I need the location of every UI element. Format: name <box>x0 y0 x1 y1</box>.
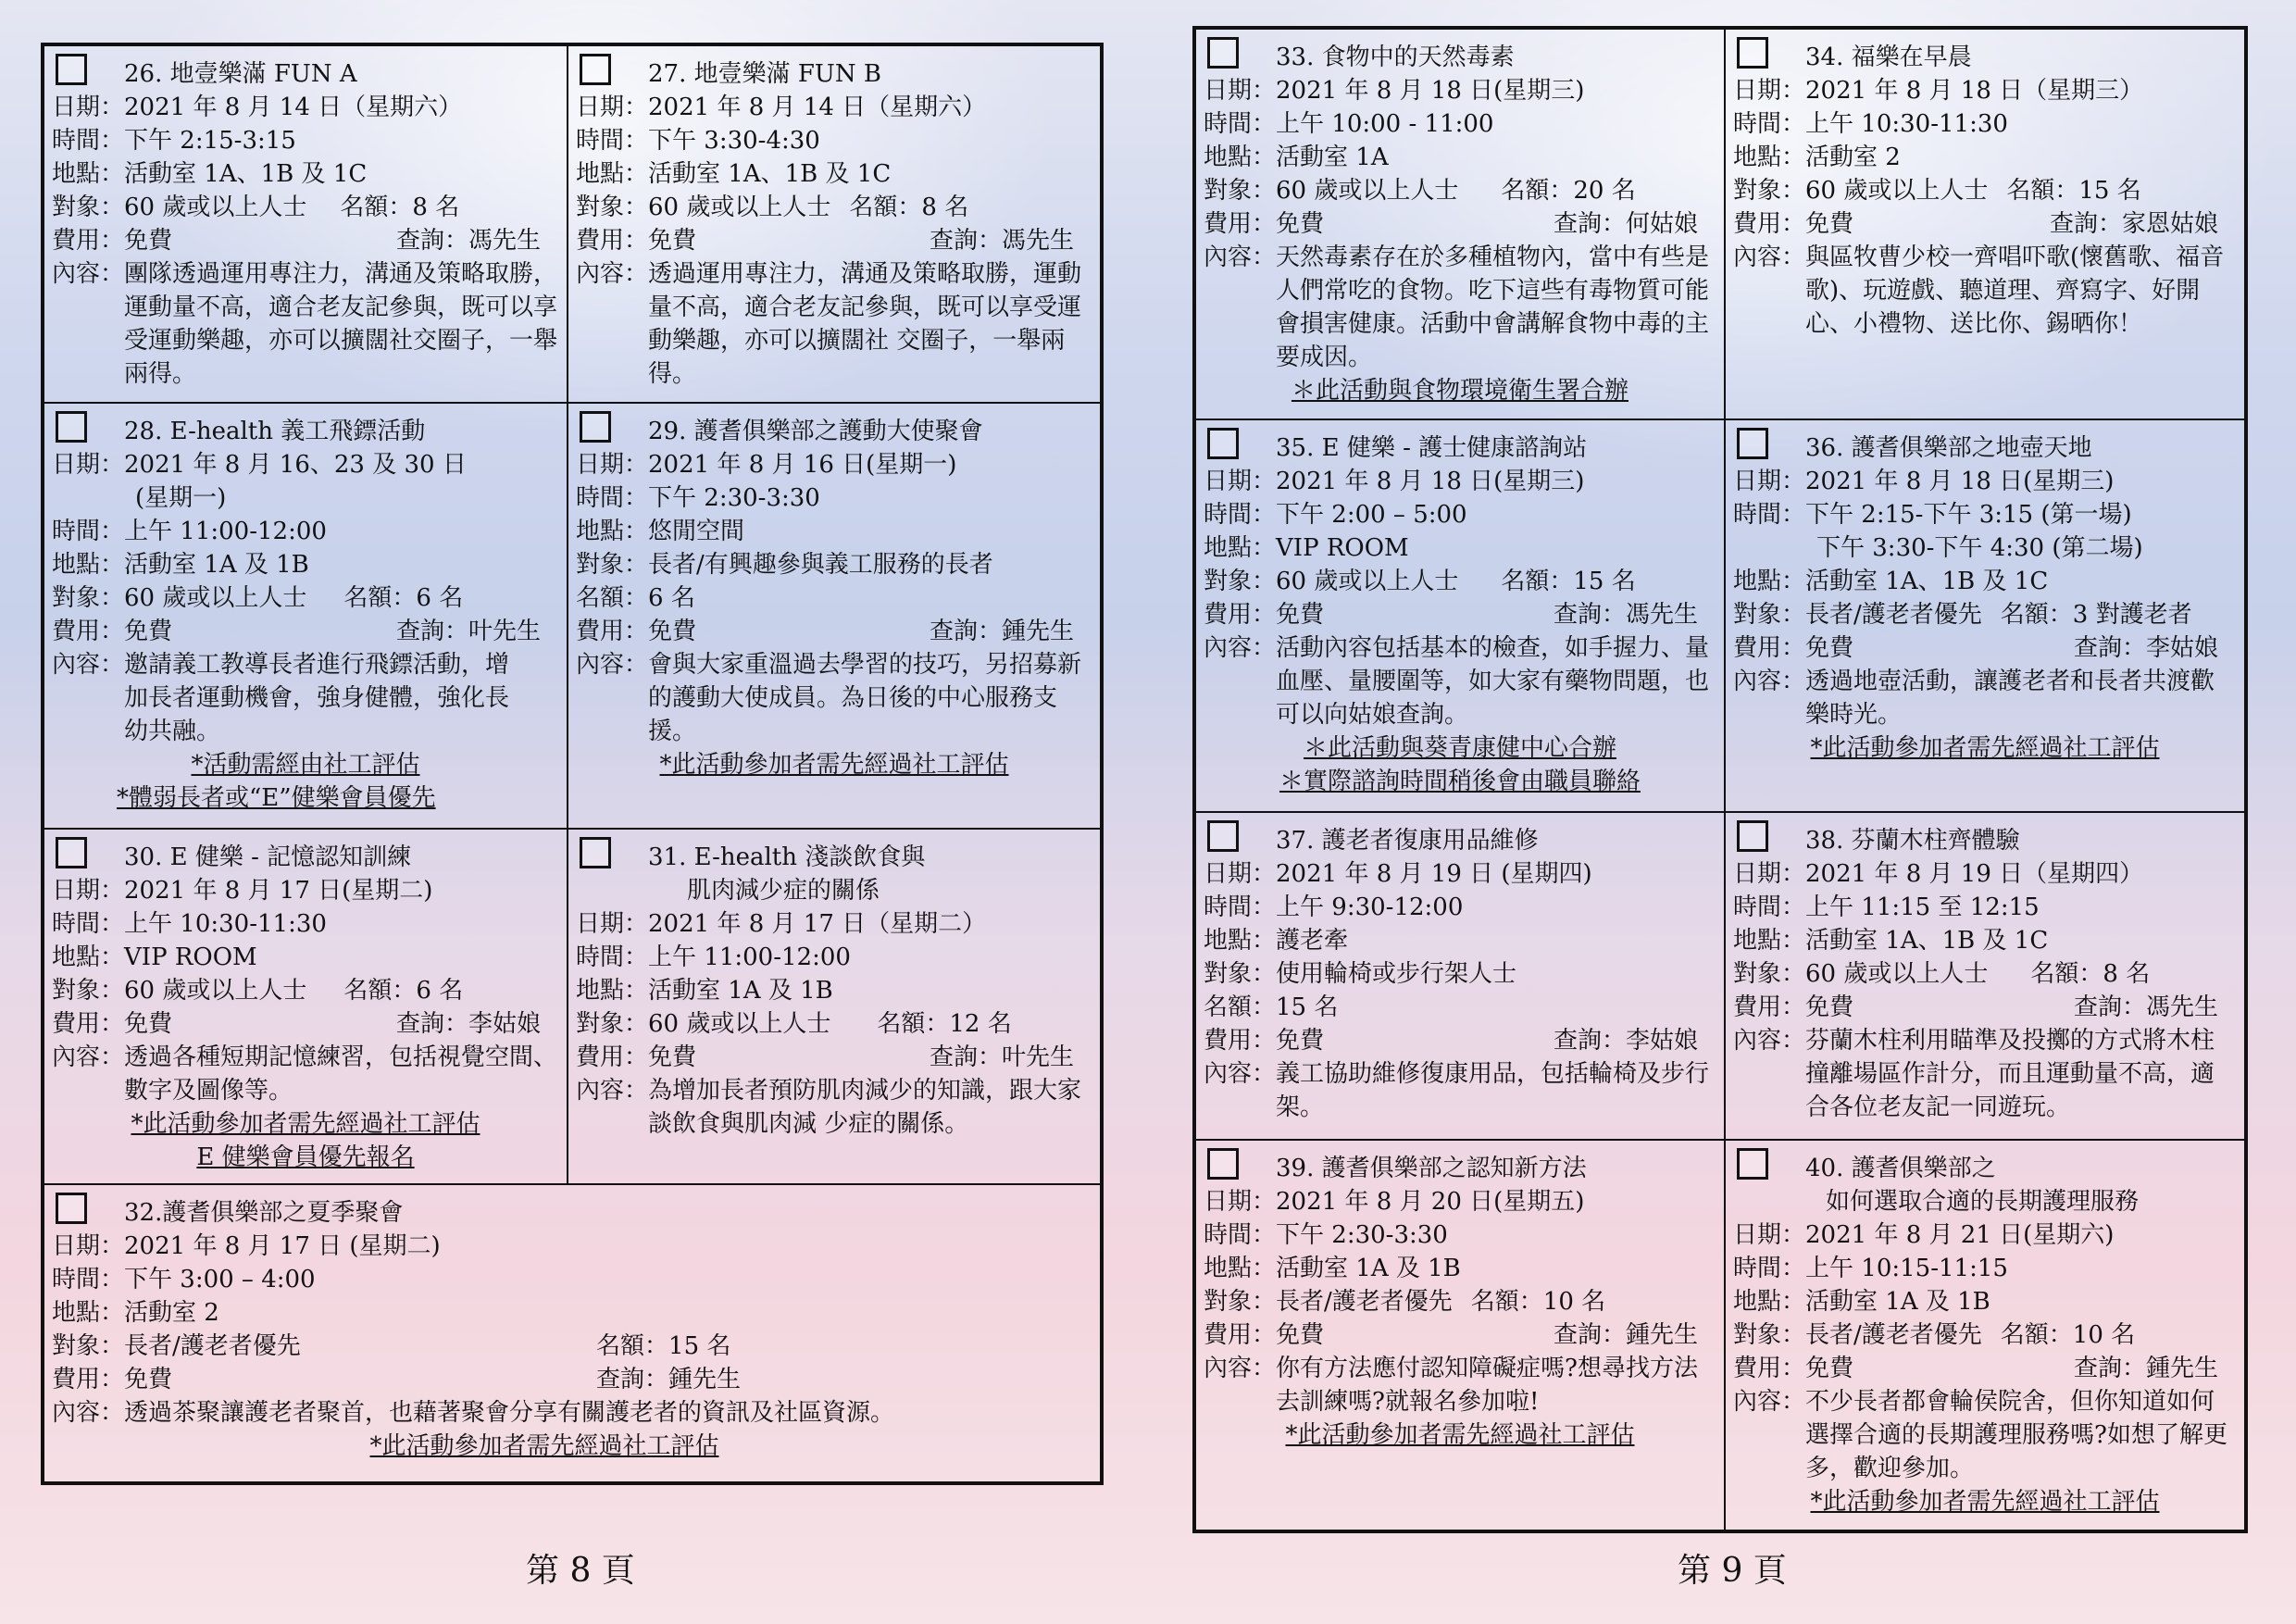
activity-enquiry: 家恩姑娘 <box>2121 210 2218 238</box>
activity-place: 活動室 1A <box>1276 144 1389 171</box>
activity-fee: 免費 <box>648 618 697 645</box>
activity-quota: 6 名 <box>648 584 695 612</box>
activity-title: 38. 芬蘭木柱齊體驗 <box>1805 827 2020 855</box>
activity-content: 不少長者都會輪侯院舍，但你知道如何選擇合適的長期護理服務嗎?如想了解更多，歡迎參加。 <box>1805 1388 2227 1482</box>
checkbox[interactable] <box>56 1193 87 1224</box>
activity-title: 27. 地壹樂滿 FUN B <box>648 60 881 88</box>
activity-content: 透過運用專注力，溝通及策略取勝，運動量不高，適合老友記參與，既可以享受運動樂趣，亦可以擴闊社 交圈子，一舉兩得。 <box>648 260 1082 388</box>
activity-quota: 8 名 <box>921 194 969 221</box>
activity-date: 2021 年 8 月 18 日（星期三） <box>1805 77 2144 105</box>
activity-content: 活動內容包括基本的檢查，如手握力、量血壓、量腰圍等，如大家有藥物問題，也可以向姑娘查詢。 <box>1276 634 1710 729</box>
activity-place: VIP ROOM <box>124 943 257 971</box>
activity-note: ＊此活動與食物環境衛生署合辦 <box>1291 377 1628 405</box>
activity-time-session-2: 下午 3:30-下午 4:30 (第二場) <box>1816 534 2143 562</box>
activity-target: 60 歲或以上人士 <box>1276 568 1459 595</box>
activity-time: 下午 2:30-3:30 <box>1276 1221 1448 1249</box>
activity-enquiry: 馮先生 <box>468 227 541 255</box>
checkbox[interactable] <box>1737 820 1768 852</box>
activity-title: 37. 護老者復康用品維修 <box>1276 827 1539 855</box>
activity-37: 37. 護老者復康用品維修 日期： 2021 年 8 月 19 日 (星期四) 時間： 上午 9:30-12:00 地點： 護老牽 對象： 使用輪椅或步行架人士 名額： 15 名 費用： 免費 查詢：李姑娘 內容： 義工協助維修復康用品，包括輪椅及步行架。 <box>1194 811 1726 1141</box>
activity-time: 上午 10:30-11:30 <box>1805 110 2008 138</box>
checkbox[interactable] <box>1207 37 1239 69</box>
activity-content: 團隊透過運用專注力，溝通及策略取勝，運動量不高，適合老友記參與，既可以享受運動樂趣，亦可以擴闊社交圈子，一舉兩得。 <box>124 260 558 388</box>
activity-note: ＊此活動與葵青康健中心合辦 <box>1303 734 1616 762</box>
activity-quota: 20 名 <box>1573 177 1636 205</box>
activity-title-line-2: 肌肉減少症的關係 <box>687 877 880 905</box>
activity-note: *此活動參加者需先經過社工評估 <box>369 1432 719 1460</box>
activity-quota: 15 名 <box>2078 177 2141 205</box>
activity-title: 26. 地壹樂滿 FUN A <box>124 60 357 88</box>
activity-time: 上午 9:30-12:00 <box>1276 893 1464 921</box>
activity-34: 34. 福樂在早晨 日期： 2021 年 8 月 18 日（星期三） 時間： 上午 10:30-11:30 地點： 活動室 2 對象： 60 歲或以上人士 名額： 15 名 費用： 免費 查詢：家恩姑娘 內容： 與區牧曹少校一齊唱吓歌(懷舊歌、福音歌)、玩遊戲、聽道理、齊寫字、好開心、小禮物、送比你、錫晒你！ <box>1724 28 2246 420</box>
checkbox[interactable] <box>1737 37 1768 69</box>
activity-fee: 免費 <box>648 1043 697 1071</box>
activity-target: 60 歲或以上人士 <box>648 194 831 221</box>
activity-fee: 免費 <box>1276 601 1325 629</box>
activity-date-weekday: (星期一) <box>135 484 227 512</box>
activity-enquiry: 鍾先生 <box>2145 1355 2218 1382</box>
activity-time: 上午 10:00 - 11:00 <box>1276 110 1494 138</box>
activity-target: 長者/護老者優先 <box>1805 601 1982 629</box>
activity-date: 2021 年 8 月 16、23 及 30 日 <box>124 451 467 479</box>
activity-date: 2021 年 8 月 19 日（星期四） <box>1805 860 2144 888</box>
activity-note: *此活動參加者需先經過社工評估 <box>1810 734 2160 762</box>
activity-content: 透過地壺活動，讓護老者和長者共渡歡樂時光。 <box>1805 668 2215 729</box>
activity-place: 活動室 1A、1B 及 1C <box>648 160 892 188</box>
activity-place: 活動室 1A、1B 及 1C <box>1805 927 2049 955</box>
activity-27: 27. 地壹樂滿 FUN B 日期： 2021 年 8 月 14 日（星期六） 時間： 下午 3:30-4:30 地點： 活動室 1A、1B 及 1C 對象： 60 歲或以上人士 名額： 8 名 費用： 免費 查詢：馮先生 內容： 透過運用專注力，溝通及策略取勝，運動量不高，適合老友記參與，既可以享受運動樂趣，亦可以擴闊社 交圈子，一舉兩得。 <box>567 44 1102 404</box>
activity-title: 33. 食物中的天然毒素 <box>1276 44 1515 71</box>
activity-target: 60 歲或以上人士 <box>124 977 307 1005</box>
checkbox[interactable] <box>56 837 87 868</box>
activity-note: *此活動參加者需先經過社工評估 <box>659 751 1009 779</box>
activity-title-line-2: 如何選取合適的長期護理服務 <box>1826 1188 2140 1216</box>
activity-fee: 免費 <box>124 1366 173 1393</box>
activity-target: 長者/護老者優先 <box>1805 1321 1982 1349</box>
activity-fee: 免費 <box>1276 1321 1325 1349</box>
activity-date: 2021 年 8 月 14 日（星期六） <box>124 94 463 121</box>
activity-note: ＊實際諮詢時間稍後會由職員聯絡 <box>1279 768 1641 795</box>
activity-title: 31. E-health 淺談飲食與 <box>648 843 926 871</box>
activity-time: 上午 11:00-12:00 <box>124 518 327 545</box>
activity-place: 悠閒空間 <box>648 518 745 545</box>
activity-note: *體弱長者或“E”健樂會員優先 <box>117 784 436 812</box>
activity-enquiry: 李姑娘 <box>2145 634 2218 662</box>
page-9 <box>1148 0 2296 1624</box>
page-number: 第 8 頁 <box>526 1552 635 1590</box>
activity-enquiry: 鍾先生 <box>1001 618 1074 645</box>
activity-content: 芬蘭木柱利用瞄準及投擲的方式將木柱撞離場區作計分，而且運動量不高，適合各位老友記一同遊玩。 <box>1805 1027 2215 1121</box>
activity-date: 2021 年 8 月 17 日（星期二） <box>648 910 987 938</box>
checkbox[interactable] <box>56 54 87 85</box>
activity-time: 下午 2:00 – 5:00 <box>1276 501 1467 529</box>
activity-place: 活動室 2 <box>1805 144 1901 171</box>
activity-28: 28. E-health 義工飛鏢活動 日期： 2021 年 8 月 16、23 及 30 日 (星期一) 時間： 上午 11:00-12:00 地點： 活動室 1A 及 1B 對象： 60 歲或以上人士 名額： 6 名 費用： 免費 查詢：叶先生 內容： 邀請義工教導長者進行飛鏢活動，增加長者運動機會，強身健體，強化長幼共融。 *活動需經由社工評估 *體弱長者或“E”健樂會員優先 <box>43 402 568 830</box>
activity-quota: 8 名 <box>412 194 460 221</box>
activity-target: 長者/護老者優先 <box>124 1332 301 1360</box>
activity-fee: 免費 <box>124 618 173 645</box>
activity-title: 39. 護耆俱樂部之認知新方法 <box>1276 1155 1587 1182</box>
activity-date: 2021 年 8 月 17 日 (星期二) <box>124 1232 441 1260</box>
activity-39: 39. 護耆俱樂部之認知新方法 日期： 2021 年 8 月 20 日(星期五) 時間： 下午 2:30-3:30 地點： 活動室 1A 及 1B 對象： 長者/護老者優先 名額： 10 名 費用： 免費 查詢：鍾先生 內容： 你有方法應付認知障礙症嗎?想尋找方法去訓練嗎?就報名參加啦! *此活動參加者需先經過社工評估 <box>1194 1139 1726 1531</box>
activity-quota: 15 名 <box>668 1332 731 1360</box>
activity-title: 40. 護耆俱樂部之 <box>1805 1155 1996 1182</box>
activity-time: 下午 2:15-下午 3:15 (第一場) <box>1805 501 2132 529</box>
activity-title: 28. E-health 義工飛鏢活動 <box>124 418 426 445</box>
activity-fee: 免費 <box>1276 1027 1325 1055</box>
checkbox[interactable] <box>1207 1148 1239 1180</box>
activity-quota: 10 名 <box>1542 1288 1606 1316</box>
activity-quota: 8 名 <box>2103 960 2151 988</box>
activity-place: 活動室 1A 及 1B <box>648 977 833 1005</box>
activity-enquiry: 馮先生 <box>2145 993 2218 1021</box>
activity-date: 2021 年 8 月 16 日(星期一) <box>648 451 957 479</box>
activity-33: 33. 食物中的天然毒素 日期： 2021 年 8 月 18 日(星期三) 時間： 上午 10:00 - 11:00 地點： 活動室 1A 對象： 60 歲或以上人士 名額： 20 名 費用： 免費 查詢：何姑娘 內容： 天然毒素存在於多種植物內，當中有些是人們常吃的食物。吃下這些有毒物質可能會損害健康。活動中會講解食物中毒的主要成因。 ＊此活動與食物環境衛生署合辦 <box>1194 28 1726 420</box>
activity-target: 60 歲或以上人士 <box>124 194 307 221</box>
activity-30: 30. E 健樂 - 記憶認知訓練 日期： 2021 年 8 月 17 日(星期二) 時間： 上午 10:30-11:30 地點： VIP ROOM 對象： 60 歲或以上人士 名額： 6 名 費用： 免費 查詢：李姑娘 內容： 透過各種短期記憶練習，包括視覺空間、數字及圖像等。 *此活動參加者需先經過社工評估 E 健樂會員優先報名 <box>43 828 568 1185</box>
activity-35: 35. E 健樂 - 護士健康諮詢站 日期： 2021 年 8 月 18 日(星期三) 時間： 下午 2:00 – 5:00 地點： VIP ROOM 對象： 60 歲或以上人士 名額： 15 名 費用： 免費 查詢：馮先生 內容： 活動內容包括基本的檢查，如手握力、量血壓、量腰圍等，如大家有藥物問題，也可以向姑娘查詢。 ＊此活動與葵青康健中心合辦 ＊實際諮詢時間稍後會由職員聯絡 <box>1194 418 1726 813</box>
activity-title: 30. E 健樂 - 記憶認知訓練 <box>124 843 412 871</box>
checkbox[interactable] <box>1207 820 1239 852</box>
activity-quota: 12 名 <box>949 1010 1012 1038</box>
activity-content: 為增加長者預防肌肉減少的知識，跟大家談飲食與肌肉減 少症的關係。 <box>648 1077 1082 1138</box>
activity-fee: 免費 <box>1805 634 1854 662</box>
activity-target: 60 歲或以上人士 <box>124 584 307 612</box>
activity-time: 上午 10:30-11:30 <box>124 910 327 938</box>
activity-time: 下午 3:00 – 4:00 <box>124 1266 316 1293</box>
activity-time: 上午 10:15-11:15 <box>1805 1255 2008 1282</box>
activity-content: 透過茶聚讓護老者聚首，也藉著聚會分享有關護老者的資訊及社區資源。 <box>124 1399 895 1427</box>
activity-38: 38. 芬蘭木柱齊體驗 日期： 2021 年 8 月 19 日（星期四） 時間： 上午 11:15 至 12:15 地點： 活動室 1A、1B 及 1C 對象： 60 歲或以上人士 名額： 8 名 費用： 免費 查詢：馮先生 內容： 芬蘭木柱利用瞄準及投擲的方式將木柱撞離場區作計分，而且運動量不高，適合各位老友記一同遊玩。 <box>1724 811 2246 1141</box>
activity-place: 活動室 1A、1B 及 1C <box>1805 568 2049 595</box>
activity-target: 使用輪椅或步行架人士 <box>1276 960 1517 988</box>
activity-quota: 6 名 <box>416 977 464 1005</box>
activity-place: 活動室 1A、1B 及 1C <box>124 160 368 188</box>
activity-title: 36. 護耆俱樂部之地壺天地 <box>1805 434 2092 462</box>
activity-fee: 免費 <box>1805 993 1854 1021</box>
activity-quota: 15 名 <box>1276 993 1339 1021</box>
activity-content: 義工協助維修復康用品，包括輪椅及步行架。 <box>1276 1060 1710 1121</box>
activity-fee: 免費 <box>1805 210 1854 238</box>
activity-place: 活動室 1A 及 1B <box>1276 1255 1461 1282</box>
activity-29: 29. 護耆俱樂部之護動大使聚會 日期： 2021 年 8 月 16 日(星期一) 時間： 下午 2:30-3:30 地點： 悠閒空間 對象： 長者/有興趣參與義工服務的長者 名額： 6 名 費用： 免費 查詢：鍾先生 內容： 會與大家重溫過去學習的技巧，另招募新的護動大使成員。為日後的中心服務支援。 *此活動參加者需先經過社工評估 <box>567 402 1102 830</box>
activity-note: *此活動參加者需先經過社工評估 <box>1810 1488 2160 1516</box>
activity-target: 60 歲或以上人士 <box>1805 960 1989 988</box>
activity-quota: 6 名 <box>416 584 464 612</box>
activity-fee: 免費 <box>124 1010 173 1038</box>
activity-enquiry: 叶先生 <box>1001 1043 1074 1071</box>
checkbox[interactable] <box>1207 428 1239 459</box>
activity-fee: 免費 <box>1276 210 1325 238</box>
activity-enquiry: 李姑娘 <box>1625 1027 1698 1055</box>
activity-40: 40. 護耆俱樂部之 如何選取合適的長期護理服務 日期： 2021 年 8 月 21 日(星期六) 時間： 上午 10:15-11:15 地點： 活動室 1A 及 1B 對象： 長者/護老者優先 名額： 10 名 費用： 免費 查詢：鍾先生 內容： 不少長者都會輪侯院舍，但你知道如何選擇合適的長期護理服務嗎?如想了解更多，歡迎參加。 *此活動參加者需先經過社工評估 <box>1724 1139 2246 1531</box>
activity-36: 36. 護耆俱樂部之地壺天地 日期： 2021 年 8 月 18 日(星期三) 時間： 下午 2:15-下午 3:15 (第一場) 下午 3:30-下午 4:30 (第二場) 地點： 活動室 1A、1B 及 1C 對象： 長者/護老者優先 名額： 3 對護老者 費用： 免費 查詢：李姑娘 內容： 透過地壺活動，讓護老者和長者共渡歡樂時光。 *此活動參加者需先經過社工評估 <box>1724 418 2246 813</box>
checkbox[interactable] <box>1737 1148 1768 1180</box>
activity-note: E 健樂會員優先報名 <box>196 1143 415 1171</box>
activity-place: 活動室 1A 及 1B <box>124 551 309 579</box>
activity-date: 2021 年 8 月 21 日(星期六) <box>1805 1221 2115 1249</box>
activity-quota: 10 名 <box>2072 1321 2136 1349</box>
activity-quota: 15 名 <box>1573 568 1636 595</box>
activity-title: 32.護耆俱樂部之夏季聚會 <box>124 1199 404 1227</box>
activity-31: 31. E-health 淺談飲食與 肌肉減少症的關係 日期： 2021 年 8 月 17 日（星期二） 時間： 上午 11:00-12:00 地點： 活動室 1A 及 1B 對象： 60 歲或以上人士 名額： 12 名 費用： 免費 查詢：叶先生 內容： 為增加長者預防肌肉減少的知識，跟大家談飲食與肌肉減 少症的關係。 <box>567 828 1102 1185</box>
activity-place: 活動室 1A 及 1B <box>1805 1288 1990 1316</box>
activity-time: 下午 2:30-3:30 <box>648 484 820 512</box>
activity-32: 32.護耆俱樂部之夏季聚會 日期： 2021 年 8 月 17 日 (星期二) 時間： 下午 3:00 – 4:00 地點： 活動室 2 對象： 長者/護老者優先 名額： 15 名 費用： 免費 查詢： 鍾先生 內容： 透過茶聚讓護老者聚首，也藉著聚會分享有關護老者的資訊及社區資源。 *此活動參加者需先經過社工評估 <box>43 1183 1102 1483</box>
checkbox[interactable] <box>56 411 87 443</box>
activity-enquiry: 何姑娘 <box>1625 210 1698 238</box>
activity-enquiry: 叶先生 <box>468 618 541 645</box>
activity-enquiry: 李姑娘 <box>468 1010 541 1038</box>
activity-place: 活動室 2 <box>124 1299 219 1327</box>
activity-title: 34. 福樂在早晨 <box>1805 44 1972 71</box>
activity-title: 35. E 健樂 - 護士健康諮詢站 <box>1276 434 1588 462</box>
activity-target: 60 歲或以上人士 <box>1805 177 1989 205</box>
activity-fee: 免費 <box>1805 1355 1854 1382</box>
activity-content: 天然毒素存在於多種植物內，當中有些是人們常吃的食物。吃下這些有毒物質可能會損害健康。活動中會講解食物中毒的主要成因。 <box>1276 244 1710 371</box>
activity-date: 2021 年 8 月 17 日(星期二) <box>124 877 433 905</box>
checkbox[interactable] <box>580 411 611 443</box>
activity-enquiry: 鍾先生 <box>668 1366 742 1393</box>
activity-date: 2021 年 8 月 14 日（星期六） <box>648 94 987 121</box>
activity-target: 長者/護老者優先 <box>1276 1288 1453 1316</box>
activity-date: 2021 年 8 月 19 日 (星期四) <box>1276 860 1592 888</box>
page-number: 第 9 頁 <box>1678 1552 1787 1590</box>
activity-title: 29. 護耆俱樂部之護動大使聚會 <box>648 418 983 445</box>
activity-content: 邀請義工教導長者進行飛鏢活動，增加長者運動機會，強身健體，強化長幼共融。 <box>124 651 510 745</box>
activity-26: 26. 地壹樂滿 FUN A 日期： 2021 年 8 月 14 日（星期六） 時間： 下午 2:15-3:15 地點： 活動室 1A、1B 及 1C 對象： 60 歲或以上人士 名額： 8 名 費用： 免費 查詢：馮先生 內容： 團隊透過運用專注力，溝通及策略取勝，運動量不高，適合老友記參與，既可以享受運動樂趣，亦可以擴闊社交圈子，一舉兩得。 <box>43 44 568 404</box>
activity-content: 透過各種短期記憶練習，包括視覺空間、數字及圖像等。 <box>124 1043 558 1105</box>
activity-date: 2021 年 8 月 18 日(星期三) <box>1276 77 1585 105</box>
activity-target: 60 歲或以上人士 <box>648 1010 831 1038</box>
activity-enquiry: 鍾先生 <box>1625 1321 1698 1349</box>
checkbox[interactable] <box>580 837 611 868</box>
activity-enquiry: 馮先生 <box>1001 227 1074 255</box>
activity-place: 護老牽 <box>1276 927 1349 955</box>
activity-place: VIP ROOM <box>1276 534 1409 562</box>
activity-time: 上午 11:15 至 12:15 <box>1805 893 2040 921</box>
activity-time: 下午 2:15-3:15 <box>124 127 296 155</box>
activity-enquiry: 馮先生 <box>1625 601 1698 629</box>
activity-note: *活動需經由社工評估 <box>191 751 420 779</box>
activity-content: 與區牧曹少校一齊唱吓歌(懷舊歌、福音歌)、玩遊戲、聽道理、齊寫字、好開心、小禮物、送比你、錫晒你！ <box>1805 244 2225 338</box>
activity-time: 上午 11:00-12:00 <box>648 943 851 971</box>
activity-target: 60 歲或以上人士 <box>1276 177 1459 205</box>
activity-fee: 免費 <box>124 227 173 255</box>
activity-content: 會與大家重溫過去學習的技巧，另招募新的護動大使成員。為日後的中心服務支援。 <box>648 651 1082 745</box>
activity-target: 長者/有興趣參與義工服務的長者 <box>648 551 993 579</box>
checkbox[interactable] <box>580 54 611 85</box>
checkbox[interactable] <box>1737 428 1768 459</box>
activity-note: *此活動參加者需先經過社工評估 <box>1285 1421 1635 1449</box>
activity-date: 2021 年 8 月 20 日(星期五) <box>1276 1188 1585 1216</box>
activity-date: 2021 年 8 月 18 日(星期三) <box>1276 468 1585 495</box>
activity-note: *此活動參加者需先經過社工評估 <box>131 1110 480 1138</box>
activity-quota: 3 對護老者 <box>2072 601 2192 629</box>
activity-date: 2021 年 8 月 18 日(星期三) <box>1805 468 2115 495</box>
activity-content: 你有方法應付認知障礙症嗎?想尋找方法去訓練嗎?就報名參加啦! <box>1276 1355 1698 1416</box>
activity-time: 下午 3:30-4:30 <box>648 127 820 155</box>
activity-fee: 免費 <box>648 227 697 255</box>
